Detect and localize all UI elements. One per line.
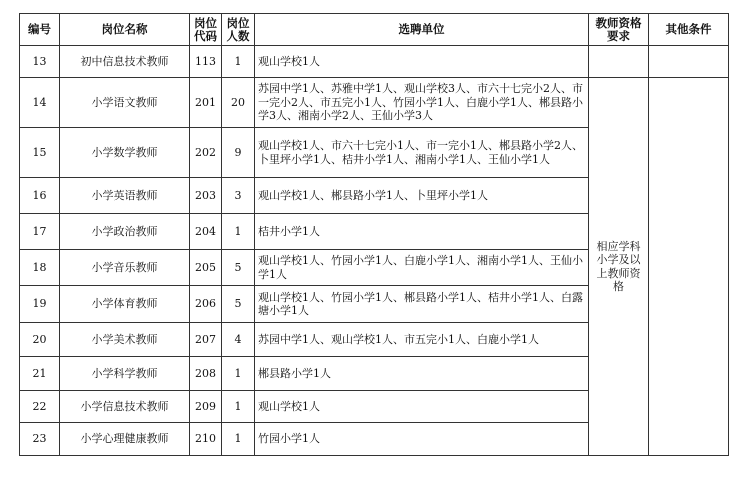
row-count: 9 — [222, 128, 255, 178]
recruitment-table — [19, 13, 729, 456]
table-row — [20, 78, 729, 128]
row-num: 18 — [20, 250, 60, 286]
row-units: 郴县路小学1人 — [255, 357, 589, 391]
header-name: 岗位名称 — [60, 14, 190, 46]
row-count: 1 — [222, 46, 255, 78]
row-count: 1 — [222, 357, 255, 391]
row-units: 观山学校1人、竹园小学1人、白鹿小学1人、湘南小学1人、王仙小学1人 — [255, 250, 589, 286]
row-count: 1 — [222, 391, 255, 423]
row-code: 113 — [190, 46, 222, 78]
row-num: 16 — [20, 178, 60, 214]
row-num: 14 — [20, 78, 60, 128]
row-name: 小学心理健康教师 — [60, 423, 190, 456]
qualification-cell: 相应学科小学及以上教师资格 — [589, 78, 649, 456]
header-other: 其他条件 — [649, 14, 729, 46]
row-code: 210 — [190, 423, 222, 456]
row-name: 小学英语教师 — [60, 178, 190, 214]
row-num: 15 — [20, 128, 60, 178]
row-name: 小学体育教师 — [60, 286, 190, 323]
row-code: 207 — [190, 323, 222, 357]
row-code: 202 — [190, 128, 222, 178]
row-code: 205 — [190, 250, 222, 286]
row-count: 4 — [222, 323, 255, 357]
row-name: 小学科学教师 — [60, 357, 190, 391]
row-code: 206 — [190, 286, 222, 323]
table-row — [20, 46, 729, 78]
row-units: 观山学校1人、竹园小学1人、郴县路小学1人、桔井小学1人、白露塘小学1人 — [255, 286, 589, 323]
row-count: 1 — [222, 214, 255, 250]
row-name: 小学数学教师 — [60, 128, 190, 178]
row-units: 竹园小学1人 — [255, 423, 589, 456]
row-code: 201 — [190, 78, 222, 128]
row-count: 5 — [222, 286, 255, 323]
row-count: 5 — [222, 250, 255, 286]
row-num: 22 — [20, 391, 60, 423]
row-count: 1 — [222, 423, 255, 456]
row-name: 初中信息技术教师 — [60, 46, 190, 78]
header-count: 岗位人数 — [222, 14, 255, 46]
row-num: 17 — [20, 214, 60, 250]
row-code: 203 — [190, 178, 222, 214]
row-units: 苏园中学1人、观山学校1人、市五完小1人、白鹿小学1人 — [255, 323, 589, 357]
row-units: 观山学校1人 — [255, 391, 589, 423]
row-code: 208 — [190, 357, 222, 391]
row-units: 观山学校1人 — [255, 46, 589, 78]
row-units: 观山学校1人、市六十七完小1人、市一完小1人、郴县路小学2人、卜里坪小学1人、桔井小学1人、湘南小学1人、王仙小学1人 — [255, 128, 589, 178]
row-name: 小学美术教师 — [60, 323, 190, 357]
row-code: 209 — [190, 391, 222, 423]
header-units: 选聘单位 — [255, 14, 589, 46]
row-other — [649, 46, 729, 78]
row-count: 3 — [222, 178, 255, 214]
row-num: 20 — [20, 323, 60, 357]
row-name: 小学语文教师 — [60, 78, 190, 128]
row-name: 小学政治教师 — [60, 214, 190, 250]
other-conditions-cell — [649, 78, 729, 456]
row-units: 苏园中学1人、苏雅中学1人、观山学校3人、市六十七完小2人、市一完小2人、市五完小1人、竹园小学1人、白鹿小学1人、郴县路小学3人、湘南小学2人、王仙小学3人 — [255, 78, 589, 128]
row-num: 13 — [20, 46, 60, 78]
row-name: 小学信息技术教师 — [60, 391, 190, 423]
row-num: 23 — [20, 423, 60, 456]
row-qual-empty — [589, 46, 649, 78]
header-qual: 教师资格要求 — [589, 14, 649, 46]
row-num: 19 — [20, 286, 60, 323]
row-code: 204 — [190, 214, 222, 250]
header-code: 岗位代码 — [190, 14, 222, 46]
row-units: 桔井小学1人 — [255, 214, 589, 250]
row-num: 21 — [20, 357, 60, 391]
row-name: 小学音乐教师 — [60, 250, 190, 286]
row-units: 观山学校1人、郴县路小学1人、卜里坪小学1人 — [255, 178, 589, 214]
header-num: 编号 — [20, 14, 60, 46]
row-count: 20 — [222, 78, 255, 128]
header-row — [20, 14, 729, 46]
